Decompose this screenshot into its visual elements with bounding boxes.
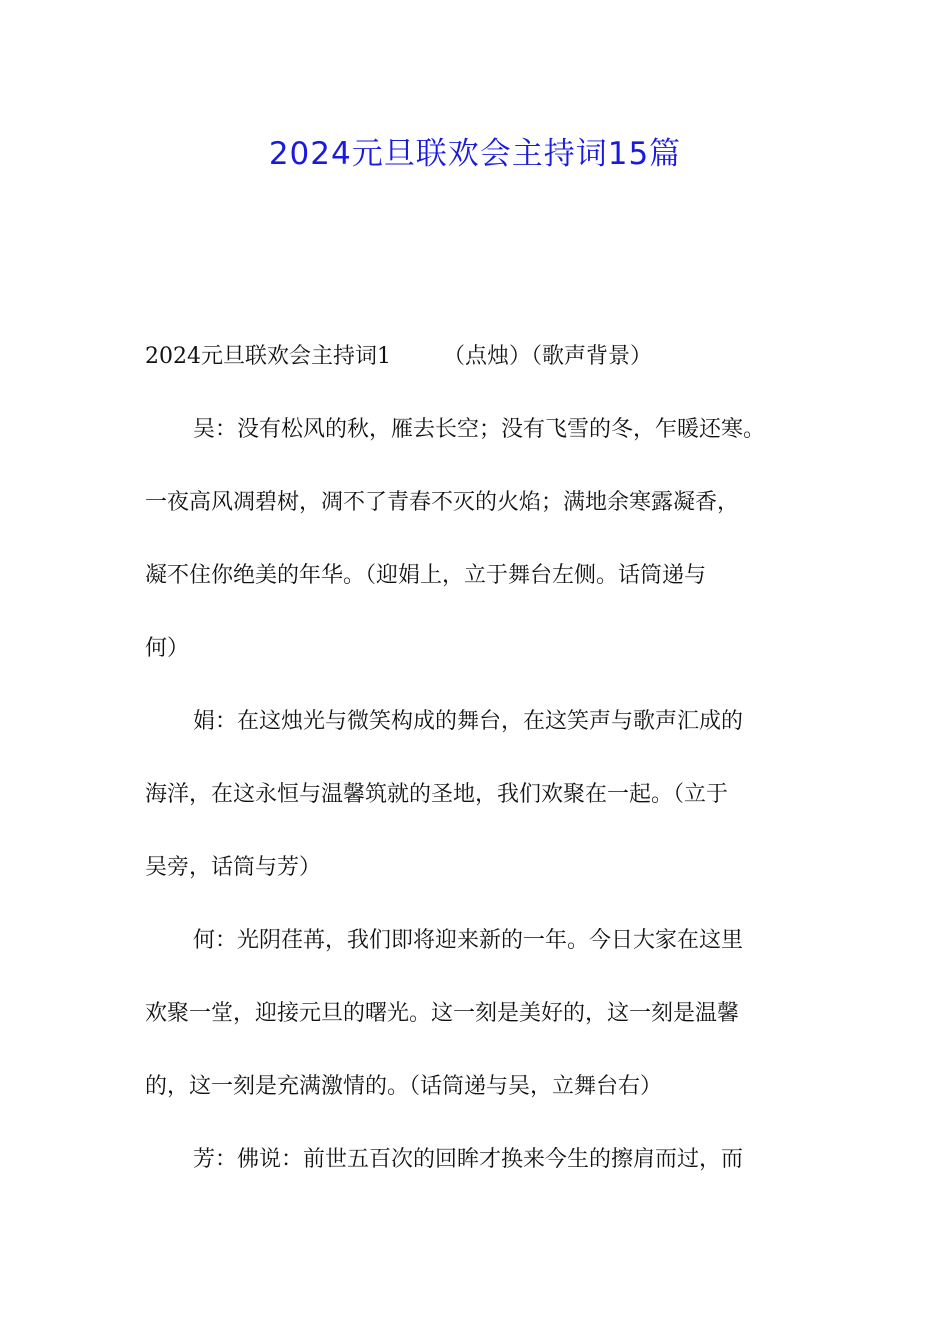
- document-body: [145, 338, 817, 1178]
- paragraph-line: 凝不住你绝美的年华。（迎娟上，立于舞台左侧。话筒递与: [145, 563, 707, 588]
- paragraph-line: 吴旁，话筒与芳）: [145, 855, 322, 880]
- paragraph-line: 海洋，在这永恒与温馨筑就的圣地，我们欢聚在一起。（立于: [145, 782, 729, 807]
- section-heading: [145, 338, 817, 375]
- section-heading-note: （点烛）（歌声背景）: [443, 344, 653, 369]
- section-heading-label: 2024元旦联欢会主持词1: [145, 344, 391, 369]
- paragraph-line: 娟：在这烛光与微笑构成的舞台，在这笑声与歌声汇成的: [193, 709, 744, 734]
- paragraph-line: 芳：佛说：前世五百次的回眸才换来今生的擦肩而过，而: [193, 1147, 744, 1172]
- paragraph-line: 欢聚一堂，迎接元旦的曙光。这一刻是美好的，这一刻是温馨: [145, 1001, 740, 1026]
- paragraph-line: 吴：没有松风的秋，雁去长空；没有飞雪的冬，乍暖还寒。: [193, 417, 766, 442]
- paragraph-line: 何：光阴荏苒，我们即将迎来新的一年。今日大家在这里: [193, 928, 744, 953]
- paragraph-line: 一夜高风凋碧树，凋不了青春不灭的火焰；满地余寒露凝香，: [145, 490, 740, 515]
- paragraph-line: 的，这一刻是充满激情的。（话筒递与吴，立舞台右）: [145, 1074, 663, 1099]
- paragraph-line: 何）: [145, 636, 190, 661]
- document-title: 2024元旦联欢会主持词15篇: [268, 136, 682, 172]
